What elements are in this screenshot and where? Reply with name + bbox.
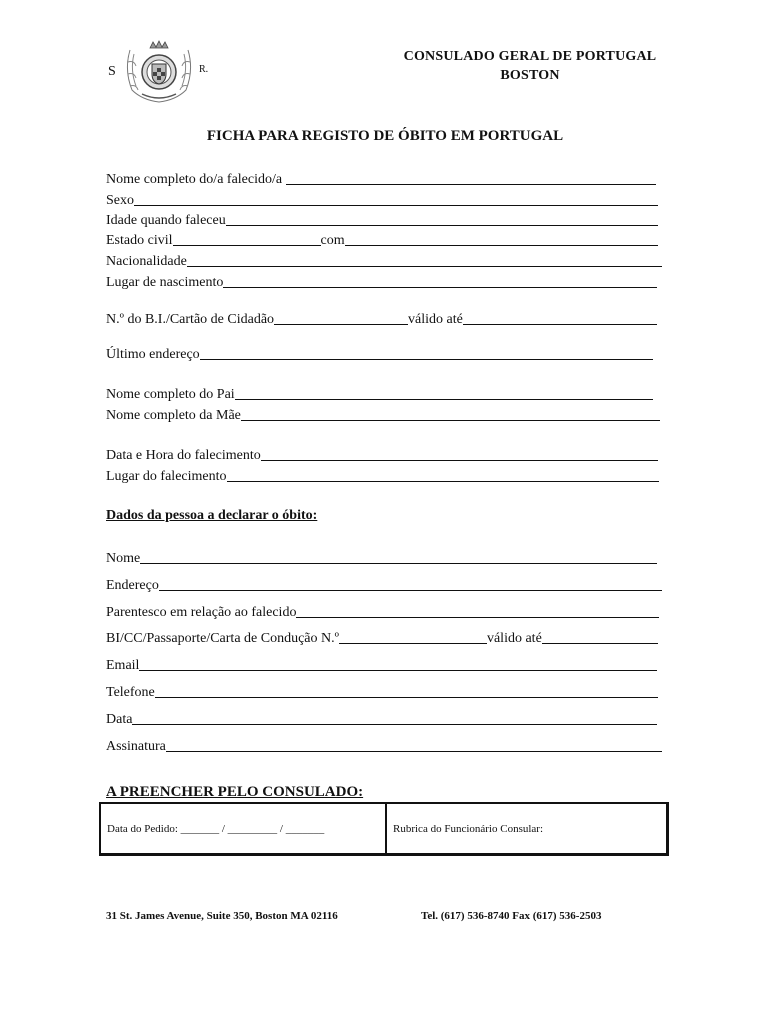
field-label: BI/CC/Passaporte/Carta de Condução N.º	[106, 631, 339, 646]
field-declarant-email[interactable]	[106, 654, 657, 674]
box-divider	[385, 804, 387, 853]
field-label: Email	[106, 658, 140, 673]
fill-line[interactable]	[223, 287, 657, 288]
coat-of-arms-emblem	[122, 40, 196, 104]
fill-line[interactable]	[226, 225, 658, 226]
fill-line[interactable]	[159, 590, 662, 591]
seal-left-letter: S	[108, 64, 116, 79]
footer-address: 31 St. James Avenue, Suite 350, Boston MA 02116	[106, 910, 338, 922]
field-label: Último endereço	[106, 347, 200, 362]
field-declarant-date[interactable]	[106, 708, 657, 728]
field-label: Telefone	[106, 685, 155, 700]
fill-line[interactable]	[227, 481, 659, 482]
consulate-city: BOSTON	[500, 68, 560, 83]
field-label: N.º do B.I./Cartão de Cidadão	[106, 312, 275, 327]
field-label: Estado civil	[106, 233, 173, 248]
fill-line[interactable]	[296, 617, 659, 618]
consulate-name: CONSULADO GERAL DE PORTUGAL	[403, 49, 657, 64]
field-declarant-relationship[interactable]	[106, 601, 659, 621]
declarant-heading: Dados da pessoa a declarar o óbito:	[106, 508, 318, 523]
field-label: Sexo	[106, 193, 134, 208]
fill-line[interactable]	[134, 205, 658, 206]
coat-of-arms-icon	[122, 40, 196, 104]
field-id-card[interactable]	[106, 308, 657, 328]
field-label: Endereço	[106, 578, 159, 593]
field-last-address[interactable]	[106, 343, 653, 363]
fill-line[interactable]	[286, 184, 656, 185]
field-label: válido até	[408, 312, 463, 327]
form-title: FICHA PARA REGISTO DE ÓBITO EM PORTUGAL	[206, 128, 564, 144]
field-death-datetime[interactable]	[106, 444, 658, 464]
fill-line[interactable]	[339, 643, 487, 644]
field-label: válido até	[486, 631, 542, 646]
field-label: Lugar de nascimento	[106, 275, 224, 290]
fill-line[interactable]	[235, 399, 653, 400]
field-label: Nome completo do Pai	[106, 387, 235, 402]
field-label: Data	[106, 712, 133, 727]
field-declarant-signature[interactable]	[106, 735, 662, 755]
fill-line[interactable]	[200, 359, 653, 360]
field-deceased-name[interactable]	[106, 168, 656, 188]
request-date-field[interactable]: Data do Pedido: _______ / _________ / _______	[107, 823, 325, 835]
field-declarant-address[interactable]	[106, 574, 662, 594]
fill-line[interactable]	[261, 460, 658, 461]
field-declarant-name[interactable]	[106, 547, 657, 567]
fill-line[interactable]	[166, 751, 662, 752]
fill-line[interactable]	[241, 420, 660, 421]
field-civil-status[interactable]	[106, 229, 658, 249]
field-label: Data e Hora do falecimento	[106, 448, 261, 463]
field-label: com	[320, 233, 345, 248]
footer-contact: Tel. (617) 536-8740 Fax (617) 536-2503	[421, 910, 602, 922]
field-label: Assinatura	[106, 739, 166, 754]
field-label: Nome completo da Mãe	[106, 408, 241, 423]
field-label: Nacionalidade	[106, 254, 187, 269]
fill-line[interactable]	[132, 724, 657, 725]
field-label: Nome	[106, 551, 141, 566]
field-declarant-phone[interactable]	[106, 681, 658, 701]
field-label: Lugar do falecimento	[106, 469, 227, 484]
fill-line[interactable]	[463, 324, 657, 325]
field-mother-name[interactable]	[106, 404, 660, 424]
field-label: Idade quando faleceu	[106, 213, 226, 228]
fill-line[interactable]	[345, 245, 658, 246]
fill-line[interactable]	[274, 324, 408, 325]
field-sex[interactable]	[106, 189, 658, 209]
field-declarant-document[interactable]	[106, 627, 658, 647]
official-signature-field[interactable]: Rubrica do Funcionário Consular:	[393, 823, 544, 835]
fill-line[interactable]	[140, 563, 657, 564]
fill-line[interactable]	[173, 245, 321, 246]
consulate-use-heading: A PREENCHER PELO CONSULADO:	[106, 784, 364, 800]
field-age[interactable]	[106, 209, 658, 229]
fill-line[interactable]	[155, 697, 658, 698]
field-birthplace[interactable]	[106, 271, 657, 291]
field-father-name[interactable]	[106, 383, 653, 403]
seal-right-letter: R.	[199, 64, 209, 75]
fill-line[interactable]	[542, 643, 658, 644]
field-death-place[interactable]	[106, 465, 659, 485]
consulate-header	[380, 47, 680, 85]
consulate-use-box	[99, 802, 669, 856]
field-label: Parentesco em relação ao falecido	[106, 605, 297, 620]
fill-line[interactable]	[187, 266, 662, 267]
fill-line[interactable]	[139, 670, 657, 671]
field-label: Nome completo do/a falecido/a	[106, 172, 283, 187]
field-nationality[interactable]	[106, 250, 662, 270]
